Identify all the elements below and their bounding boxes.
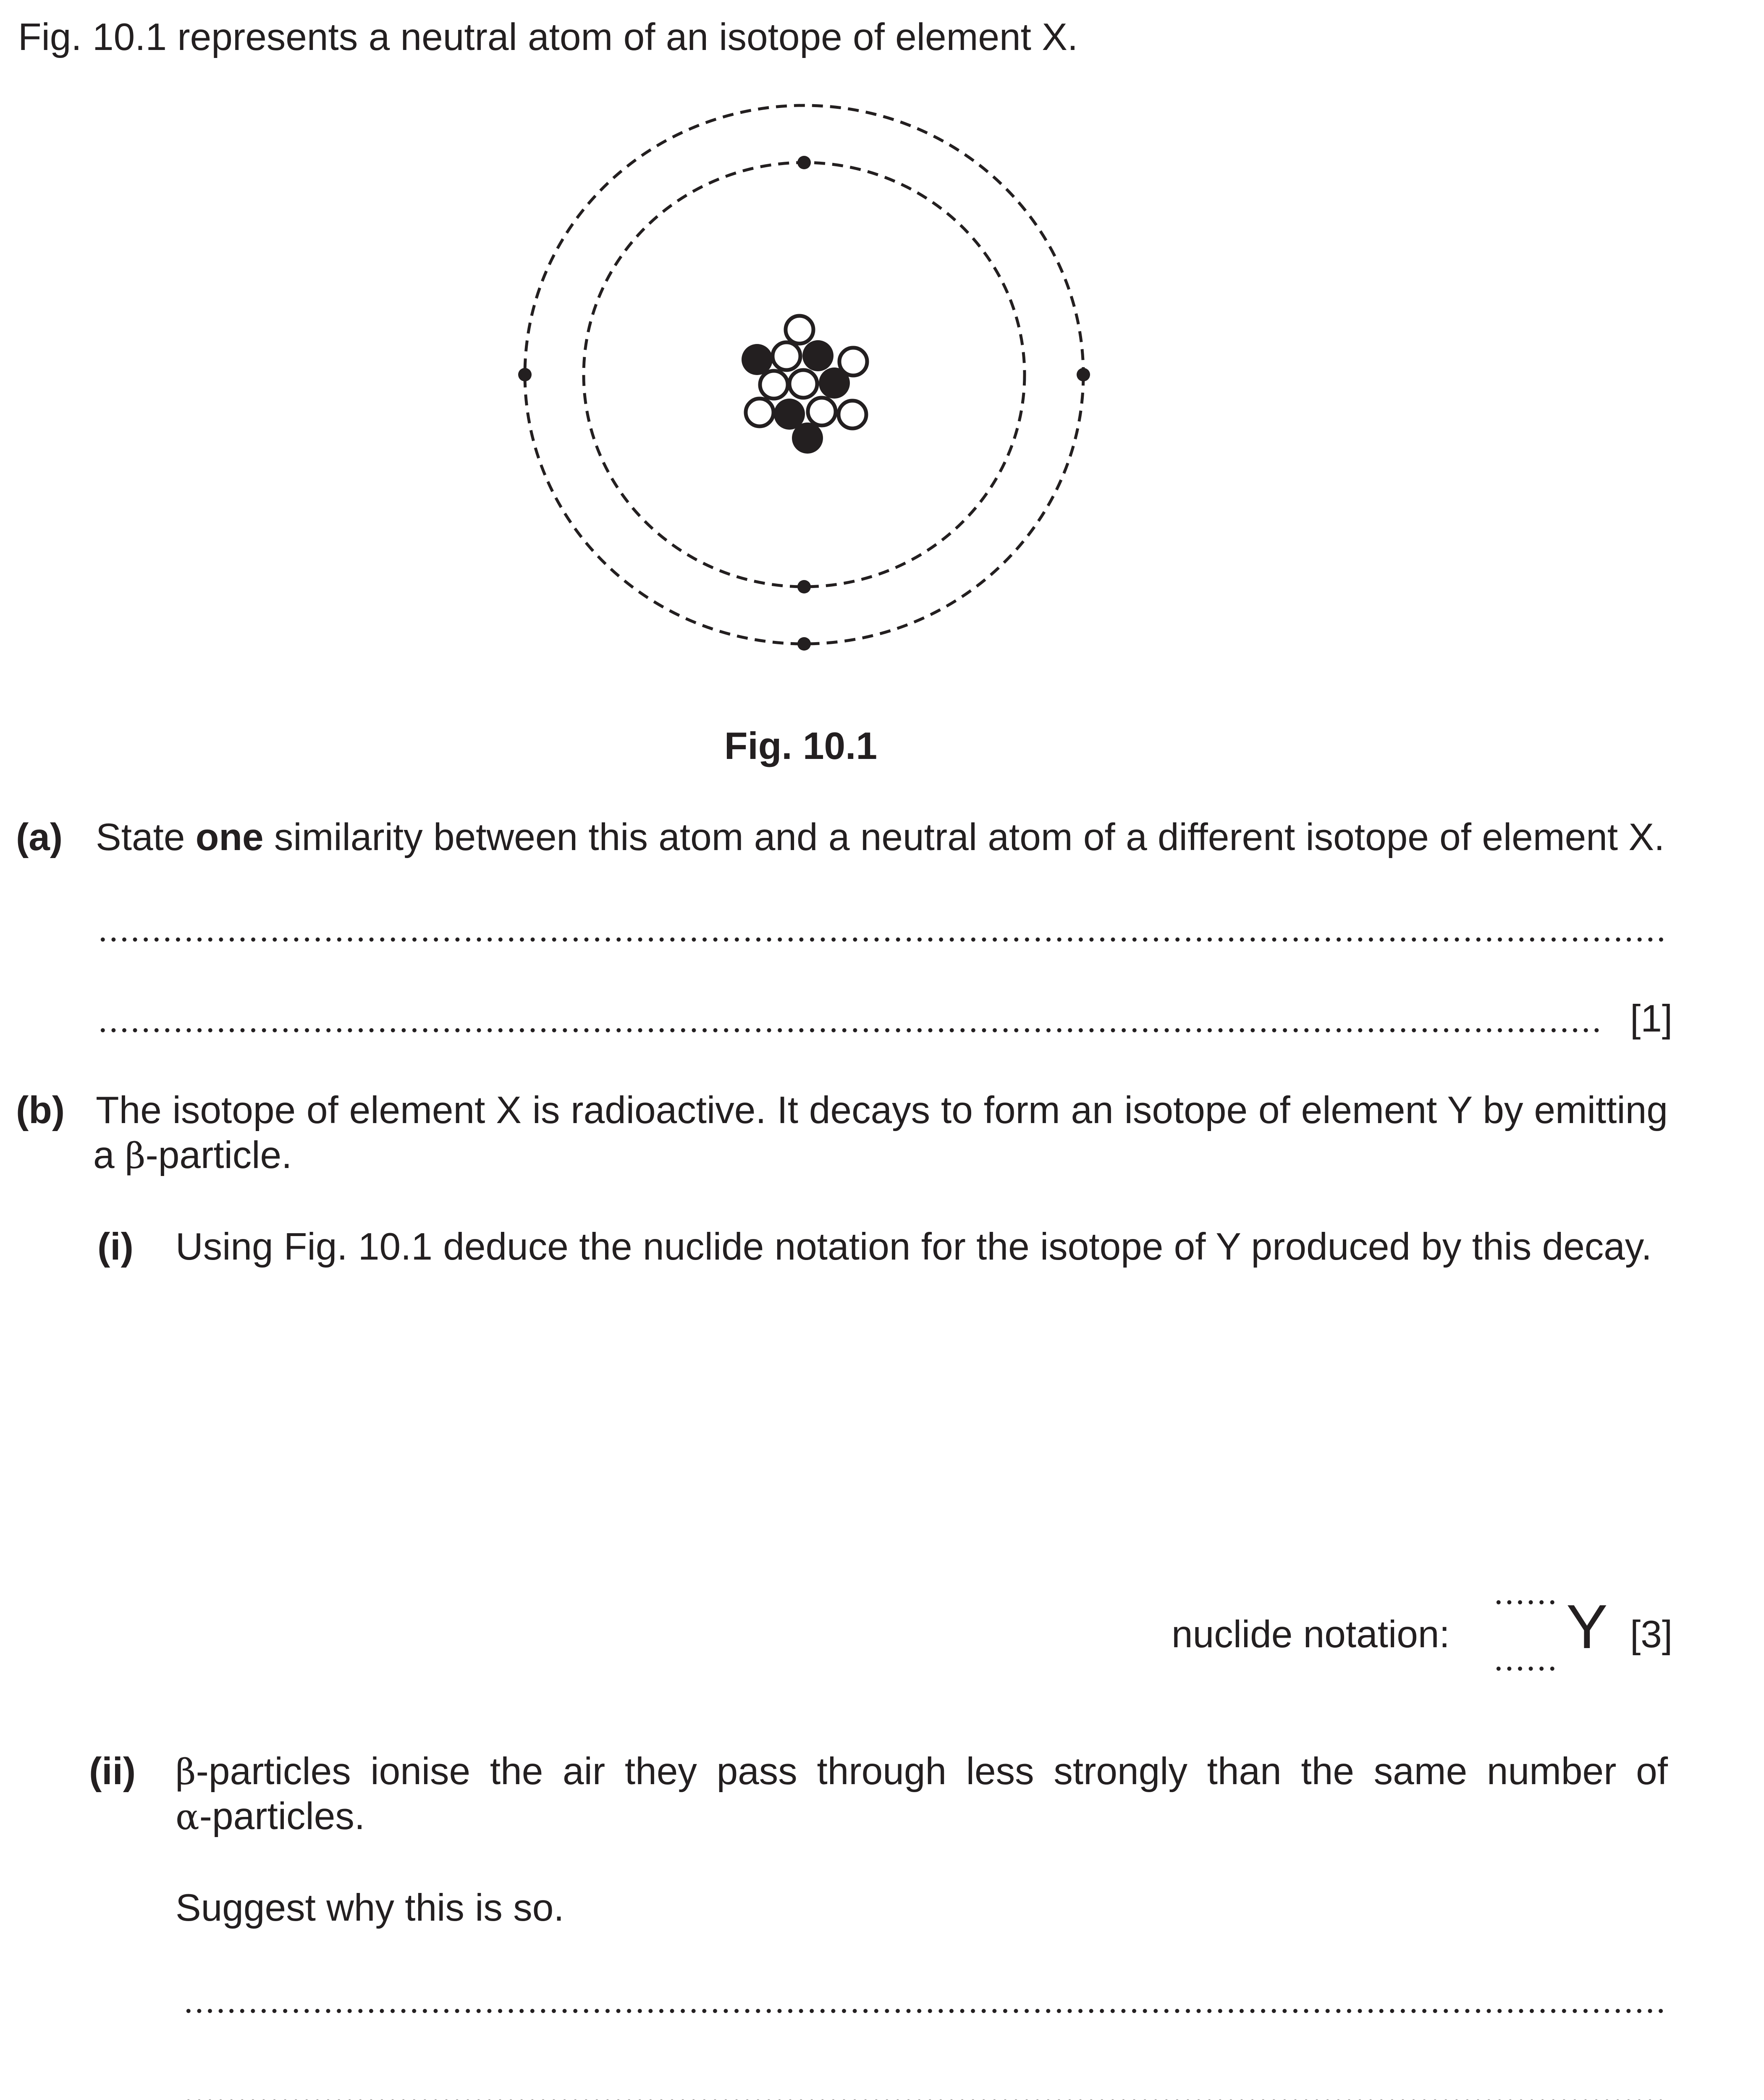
electron xyxy=(797,156,811,169)
answer-line-a-1[interactable] xyxy=(97,937,1668,942)
proton xyxy=(802,340,834,371)
neutron xyxy=(746,399,773,426)
electron xyxy=(797,580,811,593)
proton xyxy=(819,368,850,399)
proton xyxy=(792,423,823,454)
intro-text: Fig. 10.1 represents a neutral atom of an isotope of element X. xyxy=(18,16,1078,58)
part-b-i-label: (i) xyxy=(97,1226,134,1268)
neutron xyxy=(773,342,800,370)
nuclide-notation-label: nuclide notation: xyxy=(1172,1613,1450,1656)
part-a-label: (a) xyxy=(16,816,63,858)
neutron xyxy=(808,398,836,425)
electron xyxy=(797,637,811,651)
alpha-symbol: α xyxy=(176,1796,199,1838)
figure-caption: Fig. 10.1 xyxy=(724,725,878,767)
part-b-label: (b) xyxy=(16,1089,65,1131)
beta-symbol: β xyxy=(125,1135,146,1176)
part-b-ii-line-1 xyxy=(176,1752,1668,1791)
neutron xyxy=(786,316,813,344)
part-b-ii-label: (ii) xyxy=(89,1750,136,1793)
part-b-ii-line-2 xyxy=(176,1797,365,1836)
part-b-line-1: The isotope of element X is radioactive. It decays to form an isotope of element Y by emitting xyxy=(96,1089,1668,1131)
atom-diagram xyxy=(0,0,1764,714)
part-b-line-2-suffix: -particle. xyxy=(145,1134,292,1176)
part-a-marks: [1] xyxy=(1630,998,1673,1040)
part-b-ii-prompt: Suggest why this is so. xyxy=(176,1887,564,1929)
electron xyxy=(1077,368,1090,381)
neutron xyxy=(760,371,788,399)
neutron xyxy=(839,401,866,428)
part-a-text-bold: one xyxy=(195,816,264,858)
part-b-i-marks: [3] xyxy=(1630,1613,1673,1656)
nucleus xyxy=(742,316,867,454)
mass-number-input[interactable] xyxy=(1493,1600,1560,1604)
answer-line-a-2[interactable] xyxy=(97,1028,1603,1032)
proton-number-input[interactable] xyxy=(1493,1667,1560,1671)
answer-line-b-ii-1[interactable] xyxy=(183,2009,1665,2013)
electron xyxy=(518,368,532,381)
part-a-text-before: State xyxy=(96,816,196,858)
beta-symbol: β xyxy=(176,1751,196,1793)
nuclide-symbol: Y xyxy=(1566,1592,1608,1662)
part-b-ii-line-2-text: -particles. xyxy=(199,1795,365,1838)
part-b-i-question: Using Fig. 10.1 deduce the nuclide notation for the isotope of Y produced by this decay. xyxy=(176,1226,1652,1268)
part-b-line-2-prefix: a xyxy=(93,1134,125,1176)
neutron xyxy=(789,370,817,398)
part-a-question xyxy=(96,818,1664,856)
part-b-ii-line-1-text: -particles ionise the air they pass through less strongly than the same number of xyxy=(196,1750,1668,1793)
part-a-text-after: similarity between this atom and a neutral atom of a different isotope of element X. xyxy=(263,816,1665,858)
electrons xyxy=(518,156,1090,651)
part-b-line-2 xyxy=(93,1136,292,1175)
